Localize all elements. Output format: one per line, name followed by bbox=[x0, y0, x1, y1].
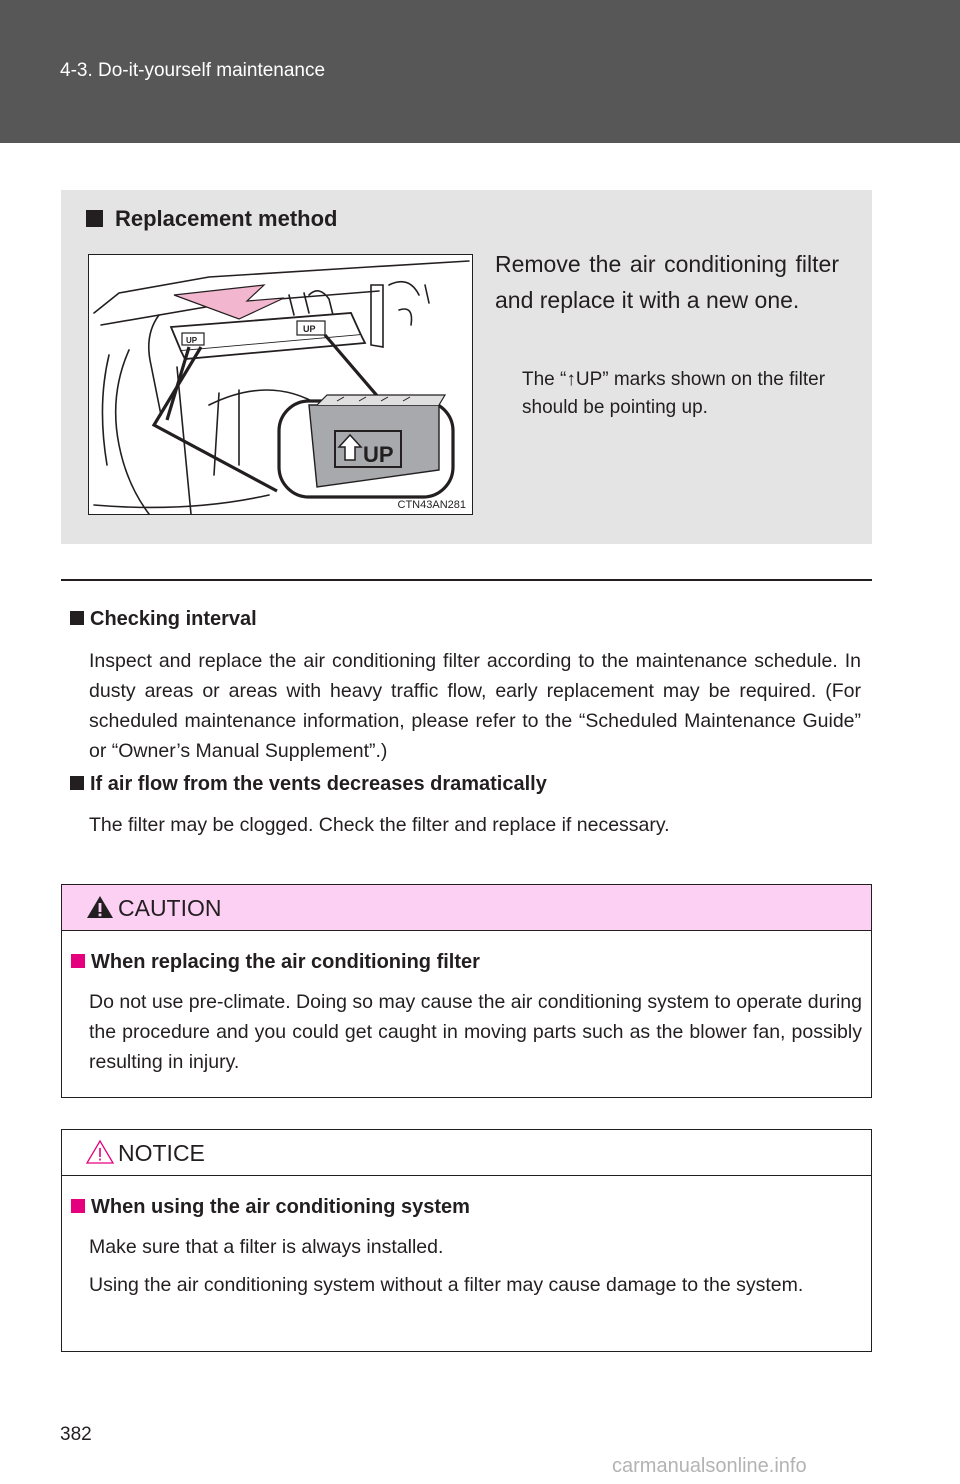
watermark: carmanualsonline.info bbox=[612, 1455, 807, 1477]
filter-up-label: UP bbox=[363, 442, 394, 467]
caution-text: Do not use pre-climate. Doing so may cause the air conditioning system to operate during the procedure and you could get caught in moving parts such as the blower fan, possibly resulting in injury. bbox=[89, 991, 862, 1073]
notice-box bbox=[61, 1129, 872, 1352]
caution-box bbox=[61, 884, 872, 1098]
square-bullet-icon bbox=[71, 954, 85, 968]
notice-text-1: Make sure that a filter is always installed. bbox=[89, 1236, 444, 1258]
filter-illustration bbox=[88, 254, 473, 515]
replacement-instruction: Remove the air conditioning filter and replace it with a new one. bbox=[495, 251, 839, 313]
air-flow-heading: If air flow from the vents decreases dramatically bbox=[70, 773, 547, 796]
square-bullet-icon bbox=[86, 210, 103, 227]
caution-label: CAUTION bbox=[118, 895, 222, 921]
air-flow-text: The filter may be clogged. Check the filter and replace if necessary. bbox=[89, 814, 670, 836]
svg-text:UP: UP bbox=[186, 336, 198, 345]
illustration-code: CTN43AN281 bbox=[397, 499, 466, 511]
notice-header bbox=[62, 1130, 871, 1176]
warning-triangle-icon bbox=[86, 894, 114, 920]
notice-triangle-icon bbox=[86, 1139, 114, 1165]
page-number: 382 bbox=[60, 1424, 92, 1445]
checking-interval-text: Inspect and replace the air conditioning filter according to the maintenance schedule. In dusty areas or areas with heavy traffic flow, early replacement may be required. (For scheduled maintenance information, please refer to the “Scheduled Maintenance Guide” or “Owner’s Manual Supplement”.) bbox=[89, 650, 861, 762]
caution-heading: When replacing the air conditioning filter bbox=[71, 951, 480, 974]
filter-drawing bbox=[89, 255, 472, 514]
replacement-note: The “↑UP” marks shown on the filter should be pointing up. bbox=[522, 369, 826, 418]
section-divider bbox=[61, 579, 872, 581]
replacement-heading: Replacement method bbox=[86, 206, 338, 232]
checking-interval-heading: Checking interval bbox=[70, 608, 257, 631]
notice-label: NOTICE bbox=[118, 1140, 205, 1166]
notice-text-2: Using the air conditioning system without a filter may cause damage to the system. bbox=[89, 1274, 804, 1296]
square-bullet-icon bbox=[70, 776, 84, 790]
page-header bbox=[0, 0, 960, 143]
caution-header bbox=[62, 885, 871, 931]
notice-heading: When using the air conditioning system bbox=[71, 1196, 470, 1219]
section-title: 4-3. Do-it-yourself maintenance bbox=[60, 60, 326, 81]
square-bullet-icon bbox=[70, 611, 84, 625]
square-bullet-icon bbox=[71, 1199, 85, 1213]
svg-text:UP: UP bbox=[303, 324, 316, 334]
